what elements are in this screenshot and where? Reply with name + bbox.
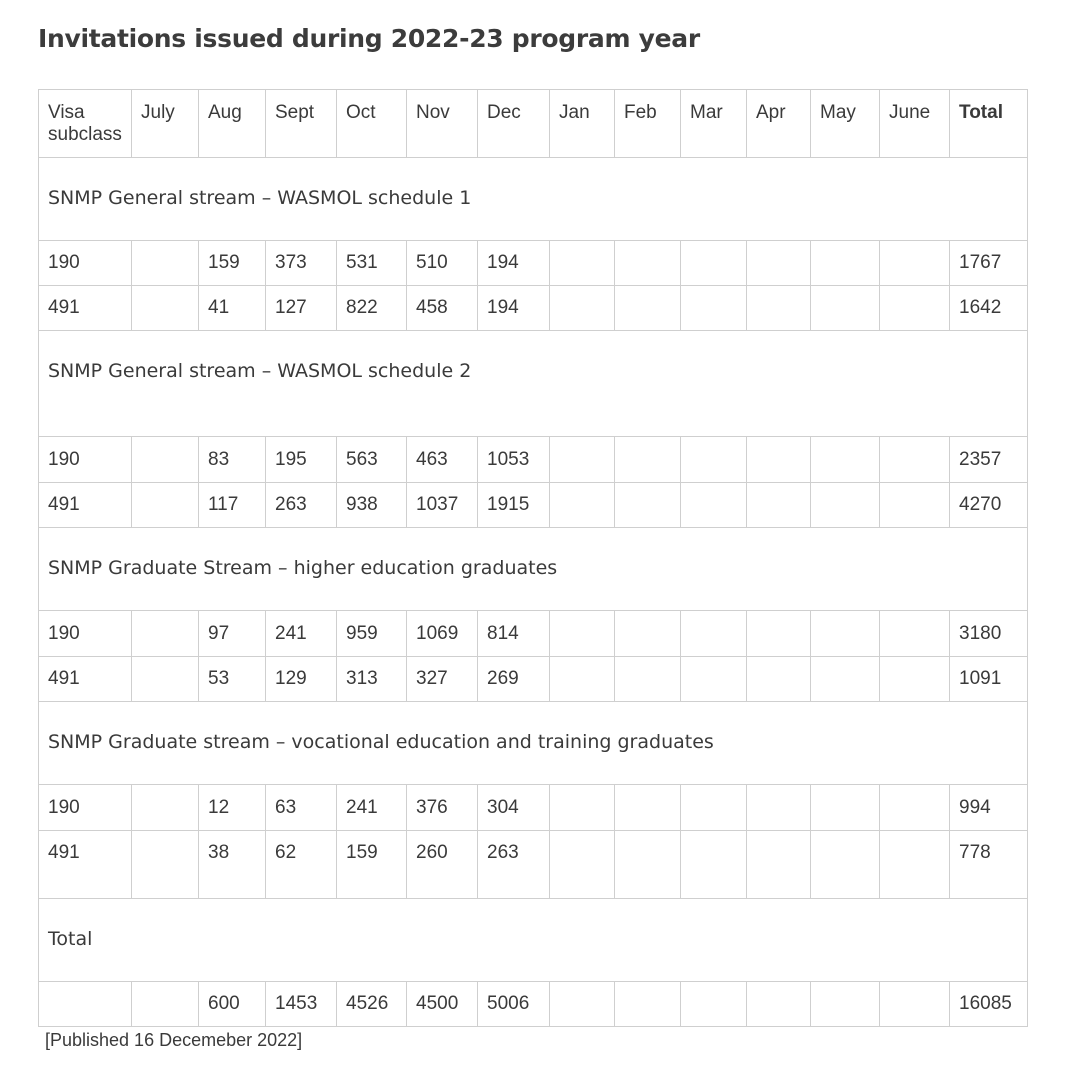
table-cell: 129: [266, 657, 337, 702]
table-cell: 4500: [407, 982, 478, 1027]
table-cell: [615, 437, 681, 483]
table-cell: [550, 982, 615, 1027]
table-cell: [880, 437, 950, 483]
table-cell: 304: [478, 785, 550, 831]
table-cell: 117: [199, 483, 266, 528]
column-header-dec: Dec: [478, 90, 550, 158]
table-cell: [811, 611, 880, 657]
table-cell: [747, 286, 811, 331]
column-header-apr: Apr: [747, 90, 811, 158]
table-cell: [132, 437, 199, 483]
table-cell: [132, 657, 199, 702]
table-cell: 97: [199, 611, 266, 657]
table-cell: [681, 831, 747, 899]
table-cell: 263: [266, 483, 337, 528]
section-header-row: [39, 528, 1028, 611]
table-cell: 195: [266, 437, 337, 483]
table-cell: 1069: [407, 611, 478, 657]
table-cell: [681, 982, 747, 1027]
page-title: Invitations issued during 2022-23 program year: [38, 24, 700, 53]
table-row: [39, 785, 1028, 831]
table-cell: 5006: [478, 982, 550, 1027]
table-row: [39, 831, 1028, 899]
table-cell: 491: [39, 657, 132, 702]
column-header-jan: Jan: [550, 90, 615, 158]
table-cell: 190: [39, 241, 132, 286]
table-cell: 260: [407, 831, 478, 899]
table-cell: 491: [39, 286, 132, 331]
table-cell: [747, 657, 811, 702]
section-title: Total: [39, 899, 1028, 982]
table-cell: 63: [266, 785, 337, 831]
column-header-visa-subclass: Visa subclass: [39, 90, 132, 158]
section-title: SNMP Graduate Stream – higher education graduates: [39, 528, 1028, 611]
table-cell: 778: [950, 831, 1028, 899]
table-cell: [615, 831, 681, 899]
column-header-feb: Feb: [615, 90, 681, 158]
table-cell: 16085: [950, 982, 1028, 1027]
table-cell: 959: [337, 611, 407, 657]
table-cell: 159: [199, 241, 266, 286]
column-header-oct: Oct: [337, 90, 407, 158]
table-row: [39, 611, 1028, 657]
table-cell: [550, 657, 615, 702]
table-cell: 1053: [478, 437, 550, 483]
table-cell: [615, 286, 681, 331]
table-cell: 491: [39, 831, 132, 899]
table-cell: 159: [337, 831, 407, 899]
table-cell: 190: [39, 785, 132, 831]
table-cell: 491: [39, 483, 132, 528]
table-cell: 814: [478, 611, 550, 657]
table-cell: [681, 437, 747, 483]
table-row: [39, 483, 1028, 528]
table-cell: 373: [266, 241, 337, 286]
table-cell: [615, 241, 681, 286]
table-cell: 1915: [478, 483, 550, 528]
table-cell: 83: [199, 437, 266, 483]
table-cell: [747, 437, 811, 483]
table-cell: 194: [478, 241, 550, 286]
header-row: [39, 90, 1028, 158]
table-cell: 1453: [266, 982, 337, 1027]
table-cell: 12: [199, 785, 266, 831]
table-cell: 241: [266, 611, 337, 657]
table-row: [39, 437, 1028, 483]
table-cell: [615, 611, 681, 657]
table-cell: 1091: [950, 657, 1028, 702]
table-cell: [681, 611, 747, 657]
table-cell: 41: [199, 286, 266, 331]
table-cell: 531: [337, 241, 407, 286]
table-cell: [811, 785, 880, 831]
table-cell: [132, 611, 199, 657]
table-cell: [880, 982, 950, 1027]
column-header-may: May: [811, 90, 880, 158]
published-footnote: [Published 16 Decemeber 2022]: [45, 1030, 303, 1050]
table-cell: [615, 785, 681, 831]
table-cell: 53: [199, 657, 266, 702]
table-cell: [39, 982, 132, 1027]
table-cell: [811, 657, 880, 702]
table-cell: 4526: [337, 982, 407, 1027]
table-cell: [811, 437, 880, 483]
section-header-row: [39, 702, 1028, 785]
table-cell: [132, 483, 199, 528]
table-cell: 38: [199, 831, 266, 899]
table-cell: [132, 831, 199, 899]
table-cell: [880, 785, 950, 831]
table-cell: [811, 241, 880, 286]
table-cell: 376: [407, 785, 478, 831]
table-cell: 2357: [950, 437, 1028, 483]
table-cell: [681, 241, 747, 286]
table-cell: [811, 483, 880, 528]
table-row: [39, 241, 1028, 286]
column-header-mar: Mar: [681, 90, 747, 158]
table-cell: [550, 286, 615, 331]
table-cell: [681, 657, 747, 702]
table-cell: [747, 785, 811, 831]
column-header-sept: Sept: [266, 90, 337, 158]
table-cell: [747, 611, 811, 657]
table-cell: 313: [337, 657, 407, 702]
table-cell: 327: [407, 657, 478, 702]
table-cell: [615, 657, 681, 702]
table-cell: [550, 483, 615, 528]
table-cell: [550, 831, 615, 899]
table-cell: [132, 286, 199, 331]
table-cell: [880, 241, 950, 286]
table-cell: 994: [950, 785, 1028, 831]
column-header-total: Total: [950, 90, 1028, 158]
table-cell: [747, 982, 811, 1027]
table-cell: [811, 286, 880, 331]
table-body: [39, 158, 1028, 1027]
table-cell: 62: [266, 831, 337, 899]
table-cell: 190: [39, 437, 132, 483]
table-cell: [132, 785, 199, 831]
column-header-aug: Aug: [199, 90, 266, 158]
table-cell: 510: [407, 241, 478, 286]
table-cell: 263: [478, 831, 550, 899]
table-cell: [132, 241, 199, 286]
table-cell: [880, 657, 950, 702]
table-cell: 190: [39, 611, 132, 657]
table-cell: 269: [478, 657, 550, 702]
table-cell: 194: [478, 286, 550, 331]
table-cell: 938: [337, 483, 407, 528]
table-cell: 458: [407, 286, 478, 331]
table-cell: 127: [266, 286, 337, 331]
section-title: SNMP General stream – WASMOL schedule 2: [39, 331, 1028, 437]
table-cell: 463: [407, 437, 478, 483]
table-row: [39, 657, 1028, 702]
table-cell: 1037: [407, 483, 478, 528]
table-cell: [811, 982, 880, 1027]
table-cell: [747, 831, 811, 899]
table-cell: 4270: [950, 483, 1028, 528]
table-cell: [550, 241, 615, 286]
section-header-row: [39, 331, 1028, 437]
table-cell: [747, 483, 811, 528]
table-cell: [880, 831, 950, 899]
column-header-june: June: [880, 90, 950, 158]
table-cell: [880, 611, 950, 657]
section-header-row: [39, 899, 1028, 982]
table-cell: [880, 286, 950, 331]
table-cell: [550, 437, 615, 483]
table-cell: [880, 483, 950, 528]
section-title: SNMP Graduate stream – vocational education and training graduates: [39, 702, 1028, 785]
table-cell: [681, 785, 747, 831]
table-cell: [811, 831, 880, 899]
section-header-row: [39, 158, 1028, 241]
table-cell: 3180: [950, 611, 1028, 657]
table-cell: [550, 785, 615, 831]
table-row: [39, 982, 1028, 1027]
table-cell: [615, 483, 681, 528]
table-cell: 600: [199, 982, 266, 1027]
invitations-table: [38, 89, 1028, 1027]
table-cell: 563: [337, 437, 407, 483]
table-cell: [132, 982, 199, 1027]
table-row: [39, 286, 1028, 331]
table-cell: 241: [337, 785, 407, 831]
table-cell: 1767: [950, 241, 1028, 286]
table-cell: [747, 241, 811, 286]
column-header-july: July: [132, 90, 199, 158]
column-header-nov: Nov: [407, 90, 478, 158]
table-cell: [681, 483, 747, 528]
section-title: SNMP General stream – WASMOL schedule 1: [39, 158, 1028, 241]
table-cell: [550, 611, 615, 657]
table-cell: [681, 286, 747, 331]
table-cell: 1642: [950, 286, 1028, 331]
table-cell: 822: [337, 286, 407, 331]
table-cell: [615, 982, 681, 1027]
